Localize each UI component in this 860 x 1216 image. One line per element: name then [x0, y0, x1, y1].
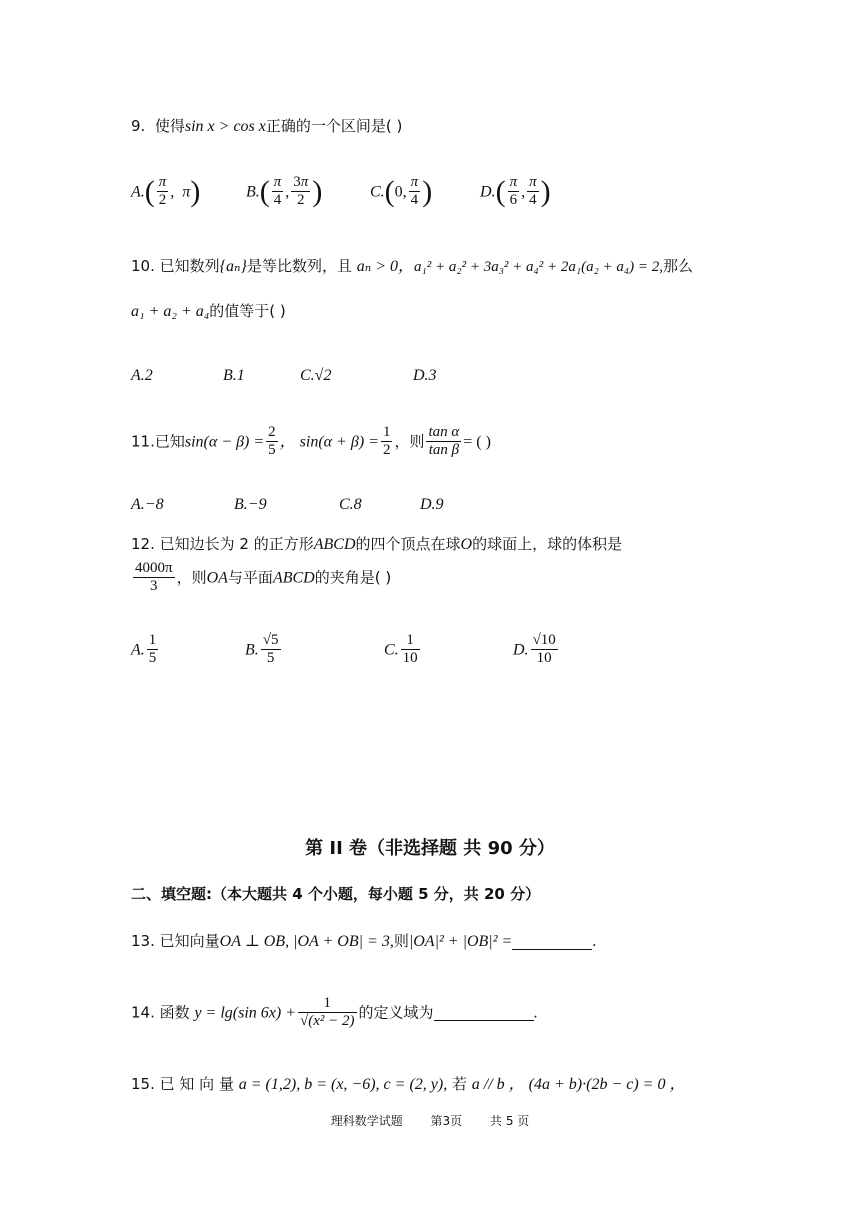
q9-prefix: 使得 — [154, 117, 185, 135]
part2-heading: 第 II 卷（非选择题 共 90 分） — [305, 838, 555, 859]
q14-expr: y = lg(sin 6x) + — [194, 1004, 297, 1022]
q14-answer-blank[interactable] — [434, 1005, 534, 1021]
q12-volume-denominator: 3 — [150, 578, 158, 595]
q14-line: 14. 函数 y = lg(sin 6x) + $\frac{1}{\text{√(x² − 2)}}$ 的定义域为 . — [131, 995, 538, 1030]
q15-expr2: a // b ， (4a + b)·(2b − c) = 0 ， — [471, 1076, 686, 1093]
q10-number: 10. — [131, 257, 155, 275]
q10-cond2: a₁² + a₂² + 3a₃² + a₄² + 2a₁(a₂ + a₄) = 2, — [414, 259, 663, 275]
q9-expr: sin x > cos x — [184, 118, 266, 135]
q12-option-d: D. $\frac{√10}{10}$ — [513, 632, 556, 667]
q9-option-c: C.(0, $\frac{\pi}{4}$ ) — [370, 174, 433, 209]
q14-number: 14. — [131, 1003, 155, 1022]
q9-suffix: 正确的一个区间是( ) — [265, 117, 403, 135]
q13-line: 13. 已知向量OA ⊥ OB, |OA + OB| = 3,则|OA|² + |OB|² = . — [131, 932, 597, 950]
q10-option-d: D.3 — [413, 367, 437, 384]
page-footer — [0, 1112, 860, 1129]
q11-option-d: D.9 — [420, 496, 444, 513]
q12-number: 12. — [131, 535, 155, 553]
q10-option-b: B.1 — [223, 367, 245, 384]
q12-line1: 12. 已知边长为 2 的正方形ABCD的四个顶点在球O的球面上，球的体积是 — [131, 535, 623, 553]
q13-answer-blank[interactable] — [512, 934, 592, 950]
q12-option-a: A. $\frac{1}{5}$ — [131, 632, 157, 667]
q9-option-d: D.( $\frac{\pi}{6}$ , $\frac{\pi}{4}$ ) — [480, 174, 551, 209]
q11-option-a: A.−8 — [131, 496, 164, 513]
q10-cond1: aₙ > 0， — [356, 258, 415, 275]
q10-option-c: C.√2 — [300, 367, 332, 384]
q10-line2: a₁ + a₂ + a₄的值等于( ) — [131, 302, 286, 320]
q15-number: 15. — [131, 1075, 155, 1093]
q11-option-b: B.−9 — [234, 496, 267, 513]
footer-page: 第3页 — [430, 1114, 463, 1128]
q9-option-b: B.( $\frac{\pi}{4}$ , $\frac{3\pi}{2}$ ) — [246, 174, 323, 209]
q15-line: 15. 已 知 向 量 a = (1,2), b = (x, −6), c = (2, y), 若 a // b ， (4a + b)·(2b − c) = 0 ， — [131, 1075, 686, 1093]
footer-total: 共 5 页 — [490, 1114, 530, 1128]
q15-expr: a = (1,2), b = (x, −6), c = (2, y), — [238, 1076, 448, 1093]
q11-line: 11.已知sin(α − β) = $\frac{2}{5}$ ， sin(α + β) = $\frac{1}{2}$ ，则 $\frac{\text{tan α}}{\text{tan β}}$ = ( ) — [131, 424, 491, 459]
q12-volume-numerator: 4000π — [133, 560, 175, 578]
q12-option-b: B. $\frac{√5}{5}$ — [245, 632, 279, 667]
q9-option-a: A.( $\frac{\pi}{2}$ , π) — [131, 174, 201, 209]
q13-number: 13. — [131, 932, 155, 950]
q13-expr: OA ⊥ OB, |OA + OB| = 3, — [219, 933, 394, 950]
q13-expr2: |OA|² + |OB|² = — [408, 933, 513, 950]
q12-line2: $\frac{4000\pi}{3}$ ，则OA与平面ABCD的夹角是( ) — [135, 560, 392, 595]
q10-option-a: A.2 — [131, 367, 153, 384]
q11-number: 11. — [131, 432, 155, 451]
section-fill-in-blank: 二、填空题:（本大题共 4 个小题，每小题 5 分，共 20 分） — [131, 885, 541, 903]
q12-option-c: C. $\frac{1}{10}$ — [384, 632, 418, 667]
q9-line — [131, 119, 402, 135]
q10-seq: {aₙ} — [219, 258, 247, 275]
q10-line2-expr: a₁ + a₂ + a₄ — [131, 303, 210, 320]
q9-number: 9. — [131, 117, 146, 135]
q10-line1: 10. 已知数列{aₙ}是等比数列，且 aₙ > 0，a₁² + a₂² + 3a₃² + a₄² + 2a₁(a₂ + a₄) = 2,那么 — [131, 257, 694, 275]
q11-option-c: C.8 — [339, 496, 362, 513]
footer-title: 理科数学试题 — [330, 1114, 403, 1128]
